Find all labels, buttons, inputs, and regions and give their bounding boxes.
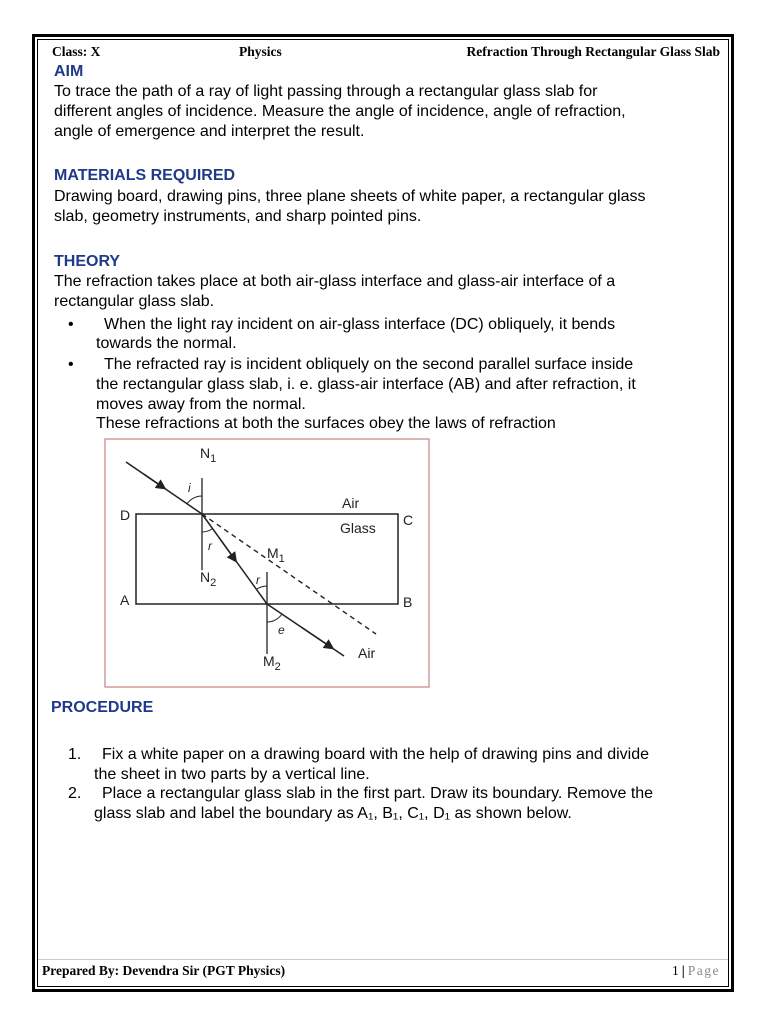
label-air-top: Air: [342, 495, 360, 511]
theory-line-1: The refraction takes place at both air-glass interface and glass-air interface of a: [54, 273, 616, 290]
footer-divider: [38, 959, 728, 960]
step-1-number: 1.: [68, 746, 82, 763]
label-m1: $M_1$: [267, 545, 285, 565]
procedure-heading: PROCEDURE: [51, 699, 154, 716]
label-n2: $N_2$: [200, 569, 217, 589]
bullet-2-line-3: moves away from the normal.: [96, 396, 306, 413]
theory-closing: These refractions at both the surfaces obey the laws of refraction: [96, 415, 556, 432]
label-corner-a: A: [120, 592, 130, 608]
angle-i-arc: [187, 496, 202, 504]
emergent-ray-arrow: [302, 628, 330, 647]
step-1-line-1: Fix a white paper on a drawing board with the help of drawing pins and divide: [102, 746, 649, 763]
bullet-1-line-1: When the light ray incident on air-glass interface (DC) obliquely, it bends: [104, 316, 616, 333]
refracted-ray: [202, 514, 267, 604]
label-corner-c: C: [403, 512, 414, 528]
materials-line-2: slab, geometry instruments, and sharp pointed pins.: [54, 208, 422, 225]
page-pipe: |: [681, 963, 685, 978]
refracted-ray-arrow: [220, 539, 234, 559]
theory-line-2: rectangular glass slab.: [54, 293, 215, 310]
page-header: [52, 44, 720, 64]
step-1-line-2: the sheet in two parts by a vertical line.: [94, 766, 370, 783]
aim-heading: AIM: [54, 63, 84, 80]
header-subject: Physics: [239, 44, 282, 59]
label-air-bottom: Air: [358, 645, 376, 661]
label-n1: $N_1$: [200, 445, 217, 465]
header-class: Class: X: [52, 44, 101, 59]
angle-r1-arc: [202, 529, 213, 532]
footer-prepared-by: Prepared By: Devendra Sir (PGT Physics): [42, 963, 286, 978]
bullet-1-line-2: towards the normal.: [96, 335, 237, 352]
materials-heading: MATERIALS REQUIRED: [54, 167, 236, 184]
bullet-dot-1: •: [68, 316, 74, 333]
aim-line-3: angle of emergence and interpret the result.: [54, 123, 365, 140]
refraction-diagram: [104, 438, 430, 688]
theory-heading: THEORY: [54, 253, 121, 270]
label-angle-i: i: [188, 481, 191, 495]
label-angle-e: e: [278, 623, 285, 637]
header-title: Refraction Through Rectangular Glass Slab: [466, 44, 720, 59]
label-angle-r1: r: [208, 539, 212, 553]
label-glass: Glass: [340, 520, 376, 536]
bullet-2-line-2: the rectangular glass slab, i. e. glass-air interface (AB) and after refraction, it: [96, 376, 636, 393]
label-corner-d: D: [120, 507, 131, 523]
bullet-dot-2: •: [68, 356, 74, 373]
step-2-line-1: Place a rectangular glass slab in the first part. Draw its boundary. Remove the: [102, 785, 654, 802]
incident-ray-arrow: [144, 474, 162, 486]
aim-line-2: different angles of incidence. Measure the angle of incidence, angle of refraction,: [54, 103, 626, 120]
footer-page-info: [672, 963, 720, 979]
step-2-number: 2.: [68, 785, 82, 802]
step-2-line-2: glass slab and label the boundary as A₁, B₁, C₁, D₁ as shown below.: [94, 805, 572, 822]
angle-e-arc: [267, 614, 282, 622]
materials-line-1: Drawing board, drawing pins, three plane sheets of white paper, a rectangular glass: [54, 188, 646, 205]
bullet-2-line-1: The refracted ray is incident obliquely on the second parallel surface inside: [104, 356, 634, 373]
label-angle-r2: r: [256, 573, 260, 587]
page-word: Page: [687, 963, 720, 978]
label-m2: $M_2$: [263, 653, 281, 673]
aim-line-1: To trace the path of a ray of light passing through a rectangular glass slab for: [54, 83, 598, 100]
label-corner-b: B: [403, 594, 413, 610]
page-number: 1: [672, 963, 679, 978]
